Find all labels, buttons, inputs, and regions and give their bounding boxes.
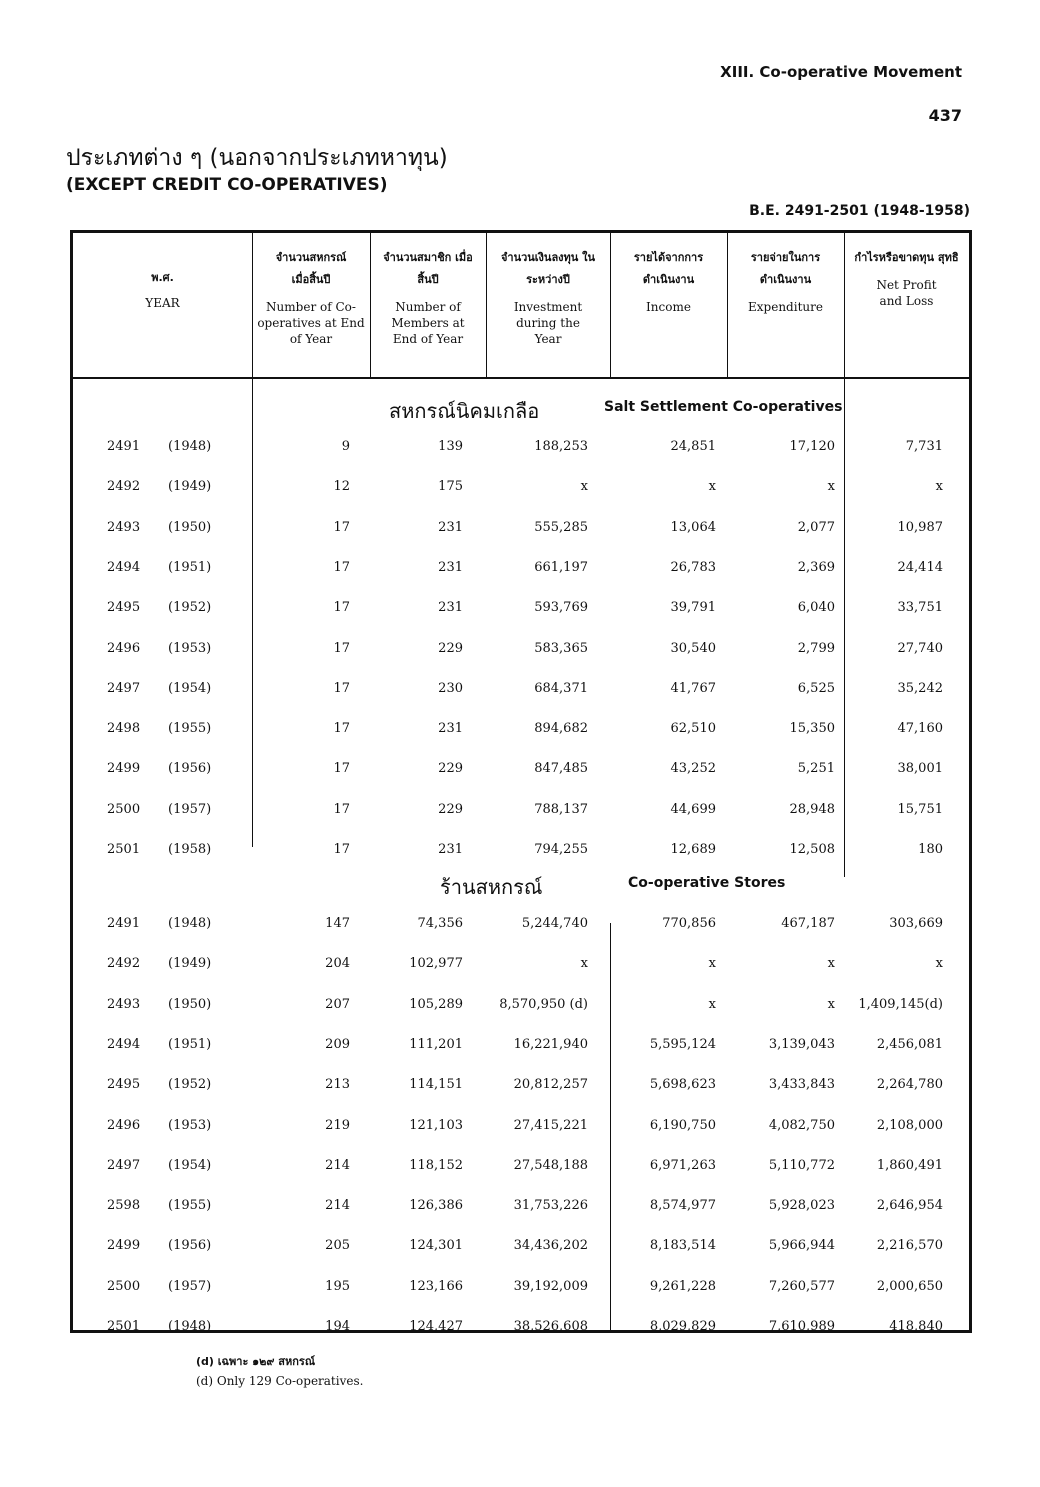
net-profit-value: 2,108,000 <box>876 1117 943 1133</box>
expenditure-value: 2,077 <box>797 519 835 535</box>
cooperatives-count: 17 <box>333 721 350 737</box>
investment-value: 188,253 <box>534 439 588 454</box>
net-profit-value: 38,001 <box>897 761 943 777</box>
members-count: 102,977 <box>409 956 463 972</box>
investment-value: 20,812,257 <box>513 1077 588 1093</box>
income-value: 8,183,514 <box>649 1238 716 1254</box>
year-ce: (1957) <box>168 1278 212 1294</box>
expenditure-value: 28,948 <box>789 801 835 817</box>
members-count: 139 <box>438 439 463 454</box>
table-row <box>73 997 975 1021</box>
year-be: 2498 <box>107 721 141 737</box>
year-be: 2493 <box>107 996 141 1012</box>
table-row <box>73 1077 975 1101</box>
investment-value: 661,197 <box>534 559 588 575</box>
income-value: 770,856 <box>662 916 716 931</box>
investment-value: 5,244,740 <box>521 916 588 931</box>
expenditure-value: 4,082,750 <box>768 1117 835 1133</box>
year-ce: (1953) <box>168 1117 212 1133</box>
statistics-table <box>70 230 972 1333</box>
year-be: 2493 <box>107 519 141 535</box>
table-row <box>73 439 975 463</box>
year-be: 2500 <box>107 801 141 817</box>
year-ce: (1954) <box>168 680 212 696</box>
section-title-english: Salt Settlement Co-operatives <box>604 399 843 415</box>
page-title-english: (EXCEPT CREDIT CO-OPERATIVES) <box>66 175 388 195</box>
cooperatives-count: 194 <box>325 1319 350 1334</box>
members-count: 126,386 <box>409 1198 463 1214</box>
members-count: 114,151 <box>409 1077 463 1093</box>
year-be: 2492 <box>107 479 141 495</box>
year-be: 2491 <box>107 916 141 931</box>
income-value: 39,791 <box>670 600 716 616</box>
cooperatives-count: 214 <box>325 1198 350 1214</box>
expenditure-value: x <box>827 996 835 1012</box>
year-ce: (1949) <box>168 479 212 495</box>
income-value: 8,574,977 <box>649 1198 716 1214</box>
table-row <box>73 600 975 624</box>
cooperatives-count: 219 <box>325 1117 350 1133</box>
members-count: 231 <box>438 559 463 575</box>
expenditure-value: 2,369 <box>797 559 835 575</box>
section-title-thai: สหกรณ์นิคมเกลือ <box>389 399 540 423</box>
year-ce: (1948) <box>168 439 212 454</box>
year-ce: (1951) <box>168 559 212 575</box>
investment-value: 16,221,940 <box>513 1036 588 1052</box>
net-profit-value: 47,160 <box>897 721 943 737</box>
year-be: 2497 <box>107 1157 141 1173</box>
page-title-thai: ประเภทต่าง ๆ (นอกจากประเภทหาทุน) <box>66 145 448 171</box>
income-value: 41,767 <box>670 680 716 696</box>
table-row <box>73 479 975 503</box>
expenditure-value: 6,525 <box>797 680 835 696</box>
year-ce: (1956) <box>168 761 212 777</box>
table-row <box>73 1037 975 1061</box>
table-row <box>73 1319 975 1343</box>
net-profit-value: 15,751 <box>897 801 943 817</box>
expenditure-value: 5,928,023 <box>768 1198 835 1214</box>
year-be: 2497 <box>107 680 141 696</box>
year-ce: (1956) <box>168 1238 212 1254</box>
body-divider <box>844 377 845 447</box>
cooperatives-count: 195 <box>325 1278 350 1294</box>
year-ce: (1957) <box>168 801 212 817</box>
year-ce: (1950) <box>168 519 212 535</box>
income-value: 9,261,228 <box>649 1278 716 1294</box>
table-row <box>73 1238 975 1262</box>
expenditure-value: 7,610,989 <box>768 1319 835 1334</box>
members-count: 231 <box>438 600 463 616</box>
members-count: 111,201 <box>409 1036 463 1052</box>
cooperatives-count: 214 <box>325 1157 350 1173</box>
column-header-cooperatives: จำนวนสหกรณ์ เมื่อสิ้นปี Number of Co-operatives at End of Year <box>257 251 365 346</box>
net-profit-value: 24,414 <box>897 559 943 575</box>
year-ce: (1954) <box>168 1157 212 1173</box>
column-header-year: พ.ศ. YEAR <box>145 271 180 310</box>
members-count: 229 <box>438 640 463 656</box>
net-profit-value: 303,669 <box>889 916 943 931</box>
footnotes <box>196 1352 363 1392</box>
members-count: 105,289 <box>409 996 463 1012</box>
cooperatives-count: 17 <box>333 519 350 535</box>
net-profit-value: 1,860,491 <box>876 1157 943 1173</box>
year-be: 2494 <box>107 559 141 575</box>
year-ce: (1955) <box>168 1198 212 1214</box>
column-header-net-profit: กำไรหรือขาดทุน สุทธิ Net Profit and Loss <box>854 251 959 308</box>
net-profit-value: 1,409,145(d) <box>858 996 943 1012</box>
members-count: 121,103 <box>409 1117 463 1133</box>
investment-value: 583,365 <box>534 640 588 656</box>
year-be: 2501 <box>107 1319 141 1334</box>
members-count: 230 <box>438 680 463 696</box>
expenditure-value: 7,260,577 <box>768 1278 835 1294</box>
table-row <box>73 761 975 785</box>
income-value: 13,064 <box>670 519 716 535</box>
investment-value: 27,548,188 <box>513 1157 588 1173</box>
net-profit-value: 418,840 <box>889 1319 943 1334</box>
members-count: 175 <box>438 479 463 495</box>
expenditure-value: 6,040 <box>797 600 835 616</box>
net-profit-value: 2,456,081 <box>876 1036 943 1052</box>
cooperatives-count: 17 <box>333 761 350 777</box>
net-profit-value: 7,731 <box>905 439 943 454</box>
net-profit-value: 2,000,650 <box>876 1278 943 1294</box>
section-title-english: Co-operative Stores <box>628 875 786 891</box>
members-count: 123,166 <box>409 1278 463 1294</box>
expenditure-value: 15,350 <box>789 721 835 737</box>
expenditure-value: 17,120 <box>789 439 835 454</box>
year-be: 2495 <box>107 600 141 616</box>
investment-value: 788,137 <box>534 801 588 817</box>
investment-value: 39,192,009 <box>513 1278 588 1294</box>
section-title-thai: ร้านสหกรณ์ <box>440 875 543 899</box>
footnote-thai: (d) เฉพาะ ๑๒๙ สหกรณ์ <box>196 1355 316 1368</box>
cooperatives-count: 17 <box>333 600 350 616</box>
members-count: 229 <box>438 801 463 817</box>
members-count: 229 <box>438 761 463 777</box>
net-profit-value: 180 <box>918 842 943 857</box>
cooperatives-count: 12 <box>333 479 350 495</box>
cooperatives-count: 17 <box>333 842 350 857</box>
investment-value: 31,753,226 <box>513 1198 588 1214</box>
cooperatives-count: 17 <box>333 640 350 656</box>
net-profit-value: 2,646,954 <box>876 1198 943 1214</box>
table-row <box>73 802 975 826</box>
year-ce: (1958) <box>168 842 212 857</box>
members-count: 124,427 <box>409 1319 463 1334</box>
income-value: 30,540 <box>670 640 716 656</box>
income-value: x <box>708 479 716 495</box>
cooperatives-count: 17 <box>333 680 350 696</box>
year-be: 2491 <box>107 439 141 454</box>
members-count: 74,356 <box>417 916 463 931</box>
table-row <box>73 1118 975 1142</box>
body-divider <box>252 377 253 447</box>
income-value: x <box>708 996 716 1012</box>
investment-value: 34,436,202 <box>513 1238 588 1254</box>
cooperatives-count: 17 <box>333 801 350 817</box>
year-be: 2499 <box>107 1238 141 1254</box>
year-be: 2496 <box>107 640 141 656</box>
investment-value: x <box>580 479 588 495</box>
year-ce: (1952) <box>168 1077 212 1093</box>
income-value: 5,595,124 <box>649 1036 716 1052</box>
net-profit-value: 2,216,570 <box>876 1238 943 1254</box>
investment-value: 847,485 <box>534 761 588 777</box>
year-be: 2501 <box>107 842 141 857</box>
members-count: 231 <box>438 519 463 535</box>
expenditure-value: 3,139,043 <box>768 1036 835 1052</box>
income-value: 6,971,263 <box>649 1157 716 1173</box>
net-profit-value: 2,264,780 <box>876 1077 943 1093</box>
cooperatives-count: 209 <box>325 1036 350 1052</box>
cooperatives-count: 17 <box>333 559 350 575</box>
net-profit-value: x <box>935 956 943 972</box>
year-ce: (1953) <box>168 640 212 656</box>
income-value: 8,029,829 <box>649 1319 716 1334</box>
table-row <box>73 721 975 745</box>
income-value: 24,851 <box>670 439 716 454</box>
table-row <box>73 916 975 940</box>
cooperatives-count: 205 <box>325 1238 350 1254</box>
members-count: 231 <box>438 842 463 857</box>
year-ce: (1951) <box>168 1036 212 1052</box>
expenditure-value: 12,508 <box>789 842 835 857</box>
expenditure-value: 5,966,944 <box>768 1238 835 1254</box>
investment-value: 8,570,950 (d) <box>499 996 588 1012</box>
members-count: 231 <box>438 721 463 737</box>
period-label: B.E. 2491-2501 (1948-1958) <box>749 203 970 219</box>
members-count: 118,152 <box>409 1157 463 1173</box>
income-value: 43,252 <box>670 761 716 777</box>
expenditure-value: 3,433,843 <box>768 1077 835 1093</box>
year-be: 2499 <box>107 761 141 777</box>
table-row <box>73 842 975 866</box>
income-value: 62,510 <box>670 721 716 737</box>
year-ce: (1948) <box>168 916 212 931</box>
income-value: 5,698,623 <box>649 1077 716 1093</box>
year-be: 2494 <box>107 1036 141 1052</box>
net-profit-value: 35,242 <box>897 680 943 696</box>
expenditure-value: 467,187 <box>781 916 835 931</box>
expenditure-value: x <box>827 479 835 495</box>
net-profit-value: 27,740 <box>897 640 943 656</box>
column-header-investment: จำนวนเงินลงทุน ในระหว่างปี Investment during the Year <box>500 251 596 346</box>
expenditure-value: 5,110,772 <box>768 1157 835 1173</box>
table-row <box>73 1198 975 1222</box>
column-header-members: จำนวนสมาชิก เมื่อสิ้นปี Number of Members at End of Year <box>383 251 473 346</box>
year-be: 2500 <box>107 1278 141 1294</box>
footnote-english: (d) Only 129 Co-operatives. <box>196 1374 364 1388</box>
table-row <box>73 1279 975 1303</box>
investment-value: 38,526,608 <box>513 1319 588 1334</box>
table-row <box>73 1158 975 1182</box>
income-value: 44,699 <box>670 801 716 817</box>
table-row <box>73 641 975 665</box>
expenditure-value: x <box>827 956 835 972</box>
column-header-income: รายได้จากการ ดำเนินงาน Income <box>633 251 704 314</box>
expenditure-value: 2,799 <box>797 640 835 656</box>
table-row <box>73 956 975 980</box>
year-ce: (1950) <box>168 996 212 1012</box>
cooperatives-count: 204 <box>325 956 350 972</box>
investment-value: x <box>580 956 588 972</box>
year-be: 2492 <box>107 956 141 972</box>
income-value: x <box>708 956 716 972</box>
investment-value: 27,415,221 <box>513 1117 588 1133</box>
expenditure-value: 5,251 <box>797 761 835 777</box>
investment-value: 794,255 <box>534 842 588 857</box>
section-header: XIII. Co-operative Movement <box>720 63 962 81</box>
income-value: 12,689 <box>670 842 716 857</box>
investment-value: 593,769 <box>534 600 588 616</box>
investment-value: 684,371 <box>534 680 588 696</box>
column-header-expenditure: รายจ่ายในการ ดำเนินงาน Expenditure <box>748 251 823 314</box>
year-ce: (1952) <box>168 600 212 616</box>
year-be: 2496 <box>107 1117 141 1133</box>
members-count: 124,301 <box>409 1238 463 1254</box>
income-value: 6,190,750 <box>649 1117 716 1133</box>
income-value: 26,783 <box>670 559 716 575</box>
cooperatives-count: 207 <box>325 996 350 1012</box>
investment-value: 894,682 <box>534 721 588 737</box>
table-row <box>73 681 975 705</box>
net-profit-value: x <box>935 479 943 495</box>
page-number: 437 <box>928 106 962 125</box>
header-rule <box>73 377 969 379</box>
investment-value: 555,285 <box>534 519 588 535</box>
cooperatives-count: 213 <box>325 1077 350 1093</box>
year-be: 2495 <box>107 1077 141 1093</box>
net-profit-value: 33,751 <box>897 600 943 616</box>
cooperatives-count: 147 <box>325 916 350 931</box>
net-profit-value: 10,987 <box>897 519 943 535</box>
year-ce: (1948) <box>168 1319 212 1334</box>
year-be: 2598 <box>107 1198 141 1214</box>
table-row <box>73 560 975 584</box>
cooperatives-count: 9 <box>341 439 350 454</box>
year-ce: (1955) <box>168 721 212 737</box>
table-row <box>73 520 975 544</box>
year-ce: (1949) <box>168 956 212 972</box>
